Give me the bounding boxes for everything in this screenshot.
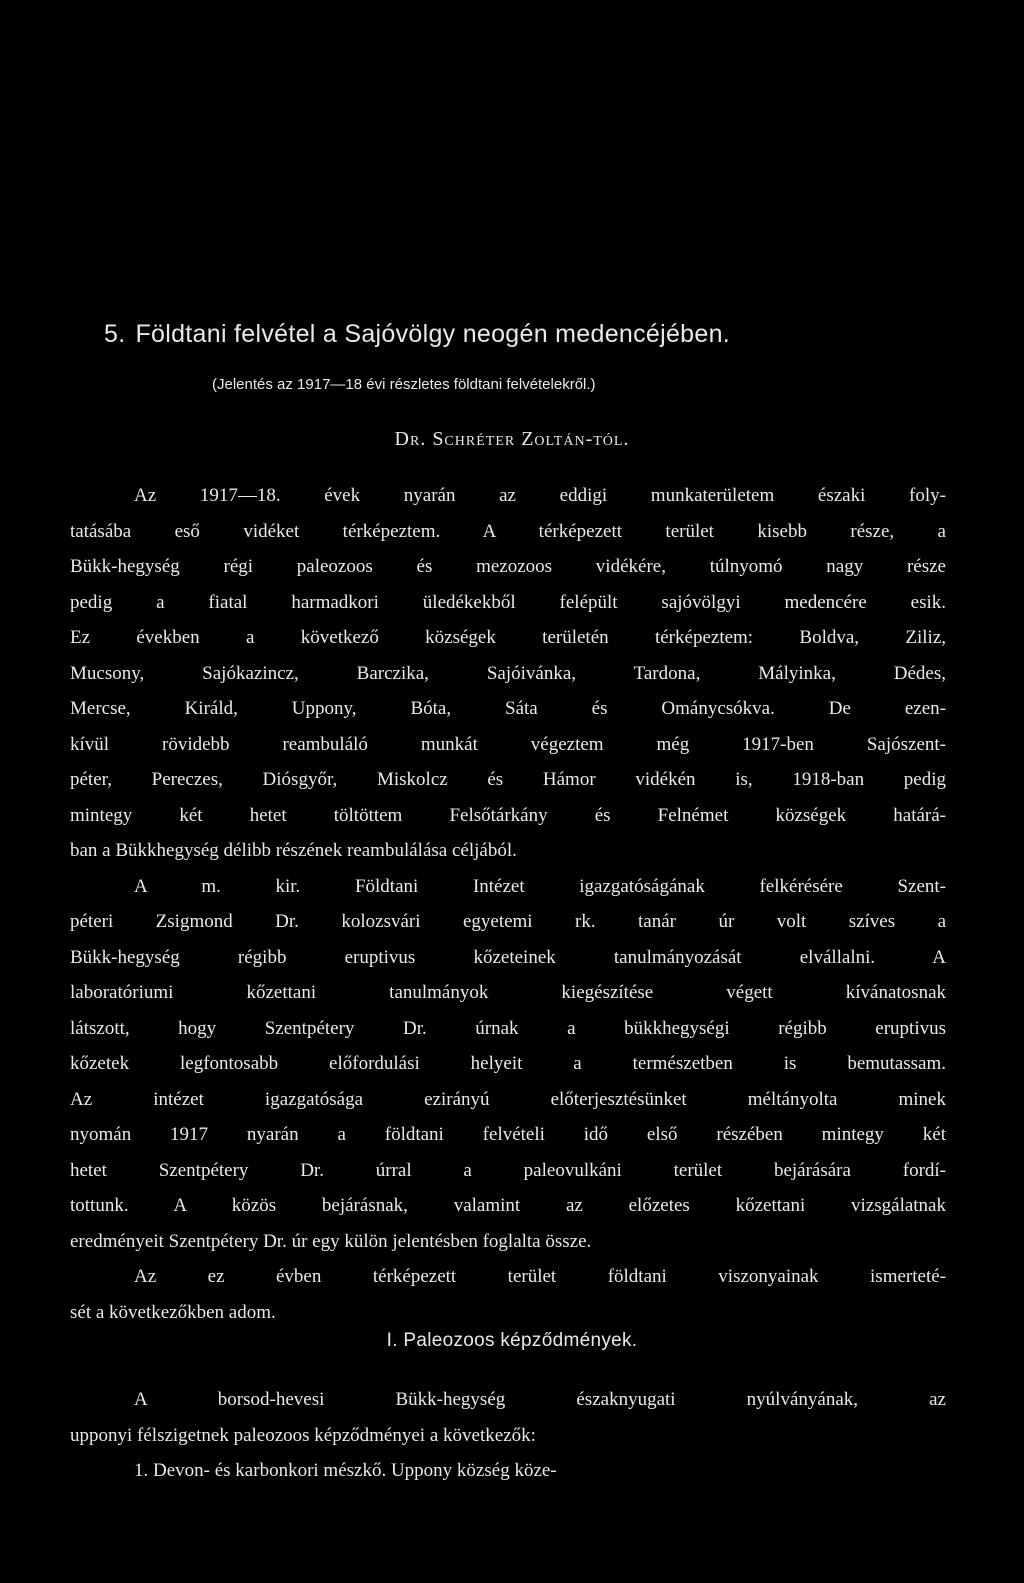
text-line: tottunk. A közös bejárásnak, valamint az előzetes kőzettani vizsgálatnak bbox=[70, 1195, 946, 1216]
section-body bbox=[70, 1382, 946, 1489]
article-title bbox=[104, 320, 964, 349]
text-line: eredményeit Szentpétery Dr. úr egy külön jelentésben foglalta össze. bbox=[70, 1230, 592, 1252]
text-line: látszott, hogy Szentpétery Dr. úrnak a bükkhegységi régibb eruptivus bbox=[70, 1017, 946, 1039]
text-line: hetet Szentpétery Dr. úrral a paleovulkáni terület bejárására fordí- bbox=[70, 1159, 946, 1181]
text-line: kőzetek legfontosabb előfordulási helyeit a természetben is bemutassam. bbox=[70, 1053, 946, 1074]
text-line: upponyi félszigetnek paleozoos képződményei a következők: bbox=[70, 1424, 536, 1446]
text-line: Az intézet igazgatósága ezirányú előterjesztésünket méltányolta minek bbox=[70, 1088, 946, 1110]
text-line: péteri Zsigmond Dr. kolozsvári egyetemi rk. tanár úr volt szíves a bbox=[70, 911, 946, 932]
article-subtitle: (Jelentés az 1917—18 évi részletes földtani felvételekről.) bbox=[212, 376, 596, 393]
text-line: kívül rövidebb reambuláló munkát végeztem még 1917-ben Sajószent- bbox=[70, 733, 946, 755]
text-line: Az ez évben térképezett terület földtani viszonyainak ismerteté- bbox=[134, 1266, 946, 1287]
text-line: ban a Bükkhegység délibb részének reambulálása céljából. bbox=[70, 840, 517, 861]
text-line: Bükk-hegység régibb eruptivus kőzeteinek tanulmányozását elvállalni. A bbox=[70, 946, 946, 968]
article-title-text: Földtani felvétel a Sajóvölgy neogén medencéjében. bbox=[135, 320, 731, 348]
text-line: Mucsony, Sajókazincz, Barczika, Sajóivánka, Tardona, Mályinka, Dédes, bbox=[70, 662, 946, 684]
text-line: mintegy két hetet töltöttem Felsőtárkány és Felnémet községek határá- bbox=[70, 804, 946, 826]
text-line: pedig a fiatal harmadkori üledékekből felépült sajóvölgyi medencére esik. bbox=[70, 591, 946, 613]
text-line: 1. Devon- és karbonkori mészkő. Uppony község köze- bbox=[134, 1460, 557, 1481]
text-line: Mercse, Királd, Uppony, Bóta, Sáta és Ománycsókva. De ezen- bbox=[70, 698, 946, 719]
body-text bbox=[70, 478, 946, 1330]
author-line: Dr. Schréter Zoltán-tól. bbox=[394, 428, 630, 450]
text-line: A borsod-hevesi Bükk-hegység északnyugati nyúlványának, az bbox=[134, 1389, 946, 1410]
text-line: péter, Pereczes, Diósgyőr, Miskolcz és Hámor vidékén is, 1918-ban pedig bbox=[70, 769, 946, 790]
article-number: 5. bbox=[104, 320, 126, 348]
text-line: Az 1917—18. évek nyarán az eddigi munkaterületem északi foly- bbox=[134, 485, 946, 506]
section-heading: I. Paleozoos képződmények. bbox=[386, 1330, 638, 1351]
text-line: laboratóriumi kőzettani tanulmányok kiegészítése végett kívánatosnak bbox=[70, 982, 946, 1003]
text-line: sét a következőkben adom. bbox=[70, 1301, 276, 1323]
text-line: nyomán 1917 nyarán a földtani felvételi idő első részében mintegy két bbox=[70, 1124, 946, 1145]
text-line: Ez években a következő községek területén térképeztem: Boldva, Ziliz, bbox=[70, 627, 946, 648]
text-line: Bükk-hegység régi paleozoos és mezozoos vidékére, túlnyomó nagy része bbox=[70, 556, 946, 577]
text-line: A m. kir. Földtani Intézet igazgatóságának felkérésére Szent- bbox=[134, 875, 946, 897]
text-line: tatásába eső vidéket térképeztem. A térképezett terület kisebb része, a bbox=[70, 520, 946, 542]
